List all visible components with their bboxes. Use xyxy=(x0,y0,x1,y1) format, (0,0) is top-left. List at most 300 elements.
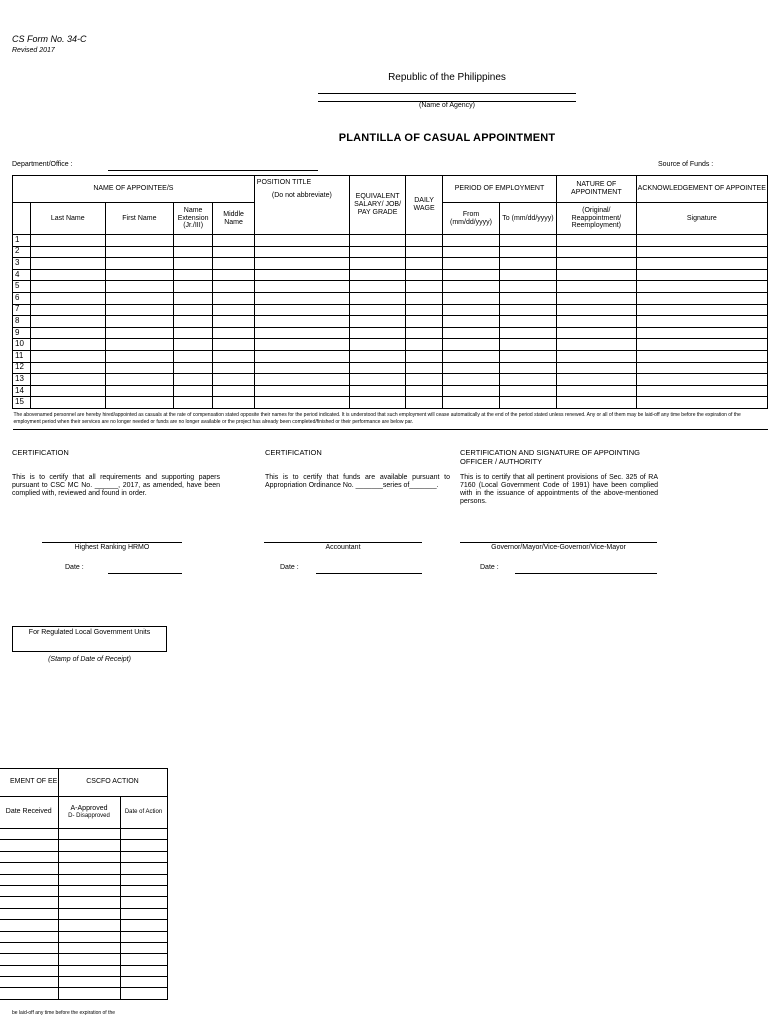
cscfo-cell[interactable] xyxy=(58,885,120,896)
table-cell[interactable] xyxy=(213,350,254,362)
table-cell[interactable] xyxy=(30,235,105,247)
signature-header: Signature xyxy=(636,203,767,235)
cscfo-cell[interactable] xyxy=(58,988,120,999)
officer-certification-text: This is to certify that all pertinent provisions of Sec. 325 of RA 7160 (Local Government Code of 1991) have been complied with in the issuance of appointments of the above-mentioned persons. xyxy=(460,474,658,506)
period-employment-header: PERIOD OF EMPLOYMENT xyxy=(443,176,557,203)
cscfo-cell[interactable] xyxy=(0,885,58,896)
cscfo-cell[interactable] xyxy=(0,897,58,908)
cscfo-row xyxy=(0,840,167,851)
table-cell[interactable] xyxy=(349,281,405,293)
department-field-line[interactable] xyxy=(108,170,318,171)
table-row xyxy=(13,397,768,409)
officer-signature-line[interactable] xyxy=(460,542,657,543)
table-cell[interactable] xyxy=(556,246,636,258)
table-cell[interactable] xyxy=(30,374,105,386)
revision-label: Revised 2017 xyxy=(12,47,55,54)
to-date-header: To (mm/dd/yyyy) xyxy=(500,203,557,235)
table-cell[interactable] xyxy=(30,292,105,304)
table-cell[interactable] xyxy=(105,339,173,351)
cscfo-bottom-note: be laid-off any time before the expiration of the xyxy=(12,1010,116,1016)
table-cell[interactable] xyxy=(636,281,767,293)
cscfo-cell[interactable] xyxy=(0,863,58,874)
row-number: 4 xyxy=(13,269,31,281)
cscfo-cell[interactable] xyxy=(58,863,120,874)
cscfo-cell[interactable] xyxy=(120,829,167,840)
approval-header xyxy=(58,797,120,829)
cscfo-cell[interactable] xyxy=(120,942,167,953)
table-cell[interactable] xyxy=(349,316,405,328)
first-name-header: First Name xyxy=(105,203,173,235)
table-cell[interactable] xyxy=(105,374,173,386)
cscfo-row xyxy=(0,874,167,885)
table-cell[interactable] xyxy=(105,397,173,409)
cscfo-cell[interactable] xyxy=(120,897,167,908)
table-cell[interactable] xyxy=(173,246,212,258)
row-number: 6 xyxy=(13,292,31,304)
table-cell[interactable] xyxy=(105,304,173,316)
table-cell[interactable] xyxy=(636,292,767,304)
cscfo-cell[interactable] xyxy=(0,829,58,840)
table-cell[interactable] xyxy=(556,269,636,281)
cscfo-cell[interactable] xyxy=(58,874,120,885)
table-cell[interactable] xyxy=(213,304,254,316)
row-number: 7 xyxy=(13,304,31,316)
table-cell[interactable] xyxy=(254,350,349,362)
table-cell[interactable] xyxy=(213,316,254,328)
cscfo-cell[interactable] xyxy=(0,920,58,931)
cscfo-cell[interactable] xyxy=(58,840,120,851)
accountant-date-line[interactable] xyxy=(316,573,422,574)
table-cell[interactable] xyxy=(213,246,254,258)
table-cell[interactable] xyxy=(500,374,557,386)
table-cell[interactable] xyxy=(406,362,443,374)
table-cell[interactable] xyxy=(213,327,254,339)
cscfo-cell[interactable] xyxy=(120,965,167,976)
table-cell[interactable] xyxy=(254,397,349,409)
table-cell[interactable] xyxy=(349,292,405,304)
table-cell[interactable] xyxy=(349,397,405,409)
officer-certification-heading: CERTIFICATION AND SIGNATURE OF APPOINTING OFFICER / AUTHORITY xyxy=(460,448,641,467)
cscfo-row xyxy=(0,897,167,908)
document-title: PLANTILLA OF CASUAL APPOINTMENT xyxy=(338,132,556,144)
table-cell[interactable] xyxy=(500,246,557,258)
table-cell[interactable] xyxy=(406,397,443,409)
cscfo-cell[interactable] xyxy=(58,829,120,840)
table-cell[interactable] xyxy=(443,397,500,409)
cscfo-row xyxy=(0,954,167,965)
cscfo-cell[interactable] xyxy=(58,908,120,919)
row-number: 2 xyxy=(13,246,31,258)
table-cell[interactable] xyxy=(636,269,767,281)
row-number: 3 xyxy=(13,258,31,270)
cscfo-cell[interactable] xyxy=(120,977,167,988)
table-cell[interactable] xyxy=(173,235,212,247)
cscfo-row xyxy=(0,829,167,840)
table-cell[interactable] xyxy=(30,269,105,281)
cscfo-cell[interactable] xyxy=(58,920,120,931)
row-number: 1 xyxy=(13,235,31,247)
cscfo-cell[interactable] xyxy=(0,988,58,999)
table-cell[interactable] xyxy=(556,397,636,409)
table-cell[interactable] xyxy=(254,362,349,374)
cscfo-cell[interactable] xyxy=(0,851,58,862)
accountant-certification-heading: CERTIFICATION xyxy=(265,448,322,457)
table-cell[interactable] xyxy=(636,316,767,328)
table-cell[interactable] xyxy=(213,281,254,293)
table-cell[interactable] xyxy=(30,362,105,374)
table-cell[interactable] xyxy=(636,258,767,270)
table-cell[interactable] xyxy=(443,258,500,270)
cscfo-row xyxy=(0,931,167,942)
accountant-date-label: Date : xyxy=(280,564,299,571)
table-cell[interactable] xyxy=(173,304,212,316)
acknowledgement-partial-header: EMENT OF EE xyxy=(0,769,58,797)
table-cell[interactable] xyxy=(406,304,443,316)
table-cell[interactable] xyxy=(443,385,500,397)
cscfo-cell[interactable] xyxy=(58,942,120,953)
hrmo-certification-text: This is to certify that all requirements and supporting papers pursuant to CSC MC No. ______, 2017, as amended, have been complied with, reviewed and found in order. xyxy=(12,474,220,498)
table-row xyxy=(13,292,768,304)
table-cell[interactable] xyxy=(349,374,405,386)
cscfo-cell[interactable] xyxy=(0,908,58,919)
table-cell[interactable] xyxy=(636,362,767,374)
table-cell[interactable] xyxy=(406,339,443,351)
table-cell[interactable] xyxy=(349,269,405,281)
table-cell[interactable] xyxy=(443,350,500,362)
table-cell[interactable] xyxy=(254,316,349,328)
table-cell[interactable] xyxy=(443,327,500,339)
name-extension-header: Name Extension (Jr./III) xyxy=(173,203,212,235)
table-cell[interactable] xyxy=(254,374,349,386)
table-cell[interactable] xyxy=(406,292,443,304)
table-cell[interactable] xyxy=(349,304,405,316)
table-cell[interactable] xyxy=(173,327,212,339)
row-number: 11 xyxy=(13,350,31,362)
table-cell[interactable] xyxy=(254,304,349,316)
hrmo-signature-line[interactable] xyxy=(42,542,182,543)
table-cell[interactable] xyxy=(406,235,443,247)
table-cell[interactable] xyxy=(105,385,173,397)
agency-caption: (Name of Agency) xyxy=(418,102,476,109)
table-cell[interactable] xyxy=(556,292,636,304)
table-cell[interactable] xyxy=(636,374,767,386)
table-cell[interactable] xyxy=(30,397,105,409)
cscfo-cell[interactable] xyxy=(120,863,167,874)
officer-date-label: Date : xyxy=(480,564,499,571)
table-cell[interactable] xyxy=(254,339,349,351)
table-cell[interactable] xyxy=(173,281,212,293)
cscfo-cell[interactable] xyxy=(0,954,58,965)
row-number: 5 xyxy=(13,281,31,293)
table-cell[interactable] xyxy=(443,235,500,247)
position-note: (Do not abbreviate) xyxy=(271,191,332,199)
table-cell[interactable] xyxy=(349,362,405,374)
from-date-header: From (mm/dd/yyyy) xyxy=(443,203,500,235)
table-cell[interactable] xyxy=(213,374,254,386)
nature-appointment-header: NATURE OF APPOINTMENT xyxy=(556,176,636,203)
cscfo-cell[interactable] xyxy=(120,954,167,965)
hrmo-date-line[interactable] xyxy=(108,573,182,574)
table-cell[interactable] xyxy=(636,397,767,409)
table-cell[interactable] xyxy=(406,327,443,339)
table-cell[interactable] xyxy=(173,397,212,409)
table-cell[interactable] xyxy=(556,235,636,247)
table-cell[interactable] xyxy=(173,374,212,386)
table-cell[interactable] xyxy=(556,281,636,293)
row-number: 10 xyxy=(13,339,31,351)
republic-heading: Republic of the Philippines xyxy=(388,72,506,83)
table-cell[interactable] xyxy=(254,258,349,270)
table-row xyxy=(13,374,768,386)
cscfo-cell[interactable] xyxy=(120,840,167,851)
row-number: 9 xyxy=(13,327,31,339)
table-cell[interactable] xyxy=(500,281,557,293)
cscfo-row xyxy=(0,977,167,988)
table-cell[interactable] xyxy=(556,304,636,316)
table-cell[interactable] xyxy=(30,339,105,351)
row-number: 15 xyxy=(13,397,31,409)
cscfo-row xyxy=(0,942,167,953)
table-cell[interactable] xyxy=(173,316,212,328)
table-cell[interactable] xyxy=(556,327,636,339)
cscfo-cell[interactable] xyxy=(120,908,167,919)
cscfo-cell[interactable] xyxy=(120,885,167,896)
cscfo-cell[interactable] xyxy=(0,840,58,851)
cscfo-cell[interactable] xyxy=(120,851,167,862)
table-cell[interactable] xyxy=(173,385,212,397)
table-cell[interactable] xyxy=(636,350,767,362)
hrmo-certification-heading: CERTIFICATION xyxy=(12,448,69,457)
accountant-signatory: Accountant xyxy=(325,544,361,551)
cscfo-cell[interactable] xyxy=(120,931,167,942)
table-cell[interactable] xyxy=(254,281,349,293)
table-cell[interactable] xyxy=(30,350,105,362)
table-cell[interactable] xyxy=(30,281,105,293)
table-cell[interactable] xyxy=(556,385,636,397)
table-cell[interactable] xyxy=(349,385,405,397)
table-cell[interactable] xyxy=(406,281,443,293)
table-cell[interactable] xyxy=(443,362,500,374)
table-cell[interactable] xyxy=(556,362,636,374)
table-cell[interactable] xyxy=(556,374,636,386)
date-received-header: Date Received xyxy=(0,797,58,829)
table-cell[interactable] xyxy=(173,362,212,374)
table-row xyxy=(13,235,768,247)
table-cell[interactable] xyxy=(30,246,105,258)
table-cell[interactable] xyxy=(556,350,636,362)
table-cell[interactable] xyxy=(556,258,636,270)
table-cell[interactable] xyxy=(173,292,212,304)
table-cell[interactable] xyxy=(213,269,254,281)
table-cell[interactable] xyxy=(406,374,443,386)
approved-label: A-Approved xyxy=(70,805,108,813)
agency-line-top xyxy=(318,93,576,94)
table-row xyxy=(13,316,768,328)
table-cell[interactable] xyxy=(213,292,254,304)
table-cell[interactable] xyxy=(443,292,500,304)
table-cell[interactable] xyxy=(105,258,173,270)
table-cell[interactable] xyxy=(443,246,500,258)
table-cell[interactable] xyxy=(213,362,254,374)
cscfo-row xyxy=(0,885,167,896)
table-row xyxy=(13,327,768,339)
table-row xyxy=(13,246,768,258)
table-cell[interactable] xyxy=(105,235,173,247)
table-row xyxy=(13,385,768,397)
table-cell[interactable] xyxy=(30,304,105,316)
table-cell[interactable] xyxy=(443,269,500,281)
table-cell[interactable] xyxy=(213,339,254,351)
table-cell[interactable] xyxy=(500,292,557,304)
table-cell[interactable] xyxy=(213,397,254,409)
table-cell[interactable] xyxy=(500,327,557,339)
table-cell[interactable] xyxy=(30,316,105,328)
table-cell[interactable] xyxy=(105,316,173,328)
table-cell[interactable] xyxy=(105,269,173,281)
table-cell[interactable] xyxy=(254,327,349,339)
table-cell[interactable] xyxy=(213,258,254,270)
table-cell[interactable] xyxy=(406,246,443,258)
table-cell[interactable] xyxy=(406,385,443,397)
cscfo-cell[interactable] xyxy=(58,954,120,965)
row-number: 13 xyxy=(13,374,31,386)
table-cell[interactable] xyxy=(349,246,405,258)
table-cell[interactable] xyxy=(636,304,767,316)
table-cell[interactable] xyxy=(443,316,500,328)
table-cell[interactable] xyxy=(406,258,443,270)
table-cell[interactable] xyxy=(500,316,557,328)
table-cell[interactable] xyxy=(636,339,767,351)
table-cell[interactable] xyxy=(349,258,405,270)
accountant-signature-line[interactable] xyxy=(264,542,422,543)
cscfo-cell[interactable] xyxy=(0,942,58,953)
cscfo-cell[interactable] xyxy=(58,851,120,862)
table-cell[interactable] xyxy=(636,235,767,247)
table-row xyxy=(13,258,768,270)
table-cell[interactable] xyxy=(443,374,500,386)
table-cell[interactable] xyxy=(105,292,173,304)
table-cell[interactable] xyxy=(254,292,349,304)
nature-subheader: (Original/ Reappointment/ Reemployment) xyxy=(556,203,636,235)
cscfo-cell[interactable] xyxy=(58,965,120,976)
table-cell[interactable] xyxy=(105,350,173,362)
casual-employment-note: The abovenamed personnel are hereby hired/appointed as casuals at the rate of compensation stated opposite their names for the period indicated. It is understood that such employment will cease automatically at the end of the period stated unless renewed. Any or all of them may be laid-off any time before the expiration of the employment period when their services are no longer needed or funds are no longer available or the project has already been completed/finished or their performance are below par. xyxy=(13,408,768,430)
table-cell[interactable] xyxy=(406,269,443,281)
table-cell[interactable] xyxy=(406,316,443,328)
table-row xyxy=(13,281,768,293)
cscfo-action-table xyxy=(0,768,168,1000)
table-cell[interactable] xyxy=(406,350,443,362)
table-cell[interactable] xyxy=(556,316,636,328)
cscfo-action-header: CSCFO ACTION xyxy=(58,769,167,797)
table-cell[interactable] xyxy=(254,269,349,281)
table-cell[interactable] xyxy=(636,246,767,258)
table-cell[interactable] xyxy=(443,339,500,351)
cscfo-row xyxy=(0,908,167,919)
table-cell[interactable] xyxy=(349,235,405,247)
row-number: 12 xyxy=(13,362,31,374)
cscfo-cell[interactable] xyxy=(58,977,120,988)
cscfo-cell[interactable] xyxy=(120,920,167,931)
table-cell[interactable] xyxy=(500,350,557,362)
table-cell[interactable] xyxy=(500,339,557,351)
table-cell[interactable] xyxy=(173,339,212,351)
form-number: CS Form No. 34-C xyxy=(12,34,87,44)
table-cell[interactable] xyxy=(213,235,254,247)
table-row xyxy=(13,362,768,374)
table-cell[interactable] xyxy=(500,304,557,316)
cscfo-cell[interactable] xyxy=(58,931,120,942)
officer-date-line[interactable] xyxy=(515,573,657,574)
table-cell[interactable] xyxy=(105,281,173,293)
last-name-header: Last Name xyxy=(30,203,105,235)
daily-wage-header: DAILY WAGE xyxy=(406,176,443,235)
table-cell[interactable] xyxy=(556,339,636,351)
table-cell[interactable] xyxy=(254,385,349,397)
table-cell[interactable] xyxy=(636,327,767,339)
table-cell[interactable] xyxy=(500,258,557,270)
cscfo-cell[interactable] xyxy=(120,988,167,999)
table-cell[interactable] xyxy=(349,350,405,362)
middle-name-header: Middle Name xyxy=(213,203,254,235)
cscfo-cell[interactable] xyxy=(0,931,58,942)
cscfo-cell[interactable] xyxy=(120,874,167,885)
cscfo-cell[interactable] xyxy=(58,897,120,908)
acknowledgement-header: ACKNOWLEDGEMENT OF APPOINTEE xyxy=(636,176,767,203)
stamp-caption: (Stamp of Date of Receipt) xyxy=(48,656,131,663)
position-title-header: POSITION TITLE (Do not abbreviate) xyxy=(254,176,349,235)
table-row xyxy=(13,339,768,351)
table-cell[interactable] xyxy=(254,246,349,258)
department-label: Department/Office : xyxy=(12,161,73,168)
table-cell[interactable] xyxy=(173,258,212,270)
table-row xyxy=(13,350,768,362)
table-cell[interactable] xyxy=(30,385,105,397)
table-cell[interactable] xyxy=(349,339,405,351)
cscfo-row xyxy=(0,851,167,862)
table-cell[interactable] xyxy=(105,362,173,374)
table-cell[interactable] xyxy=(443,281,500,293)
hrmo-date-label: Date : xyxy=(65,564,84,571)
table-cell[interactable] xyxy=(173,269,212,281)
table-cell[interactable] xyxy=(254,235,349,247)
cscfo-cell[interactable] xyxy=(0,965,58,976)
source-of-funds-label: Source of Funds : xyxy=(658,161,714,168)
cscfo-row xyxy=(0,920,167,931)
row-number: 14 xyxy=(13,385,31,397)
table-cell[interactable] xyxy=(500,269,557,281)
table-cell[interactable] xyxy=(500,235,557,247)
table-cell[interactable] xyxy=(30,327,105,339)
table-cell[interactable] xyxy=(500,397,557,409)
table-cell[interactable] xyxy=(173,350,212,362)
table-cell[interactable] xyxy=(500,362,557,374)
accountant-certification-text: This is to certify that funds are available pursuant to Appropriation Ordinance No. _______series of_______. xyxy=(265,474,450,490)
table-cell[interactable] xyxy=(30,258,105,270)
table-cell[interactable] xyxy=(636,385,767,397)
cscfo-cell[interactable] xyxy=(0,874,58,885)
table-cell[interactable] xyxy=(213,385,254,397)
table-cell[interactable] xyxy=(349,327,405,339)
cscfo-row xyxy=(0,965,167,976)
table-cell[interactable] xyxy=(105,246,173,258)
cscfo-cell[interactable] xyxy=(0,977,58,988)
table-cell[interactable] xyxy=(105,327,173,339)
table-cell[interactable] xyxy=(500,385,557,397)
cscfo-row xyxy=(0,863,167,874)
disapproved-label: D- Disapproved xyxy=(68,813,110,820)
table-cell[interactable] xyxy=(443,304,500,316)
